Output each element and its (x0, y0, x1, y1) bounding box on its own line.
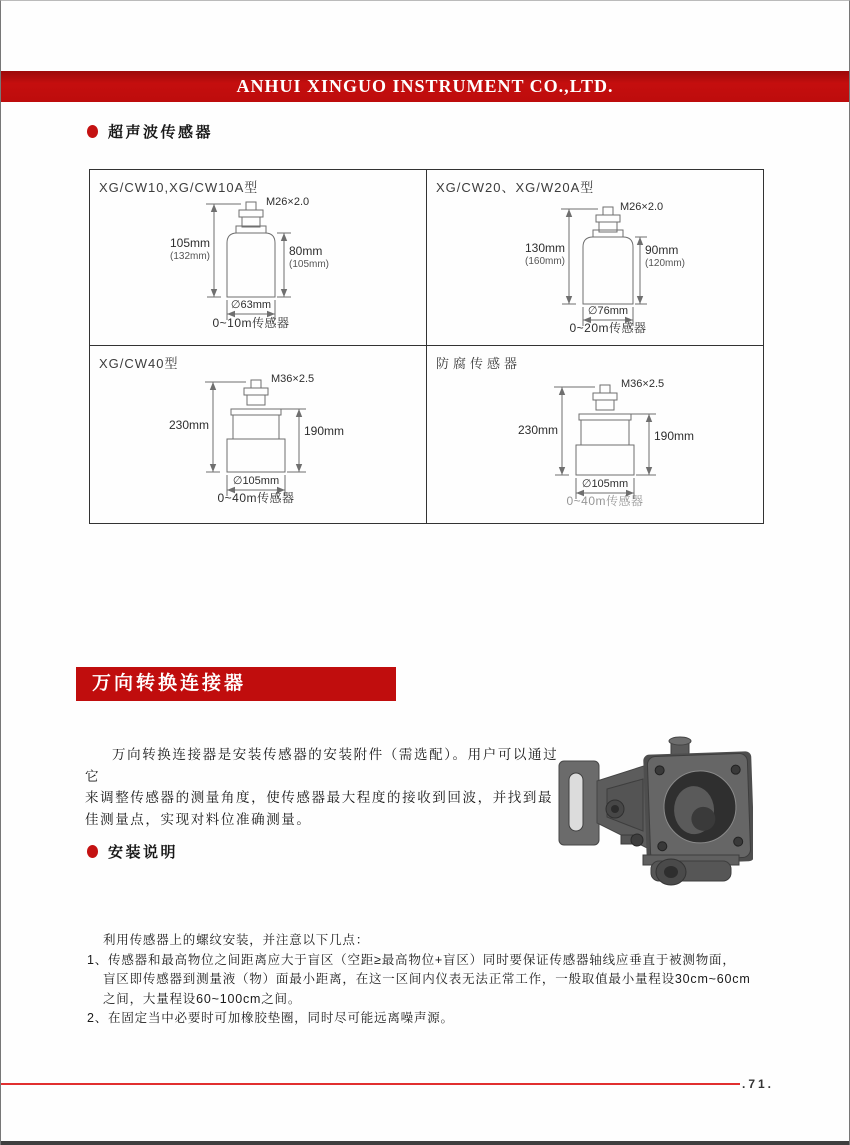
dim-total-label: 230mm (517, 423, 558, 437)
diameter-label: ∅105mm (581, 478, 629, 490)
dim-total-label: 105mm (169, 236, 210, 250)
section-ultrasonic-title (87, 121, 213, 142)
sensor-cell-anticorrosion (427, 346, 763, 523)
dim-body-label: 190mm (304, 424, 345, 438)
paragraph-line: 万向转换连接器是安装传感器的安装附件（需选配）。用户可以通过它 (85, 747, 559, 784)
note-line: 2、在固定当中必要时可加橡胶垫圈，同时尽可能远离噪声源。 (87, 1011, 454, 1025)
sensor-cell-cw10 (90, 170, 427, 346)
page-number: .71. (742, 1077, 775, 1091)
sensor-model-label: 防腐传感器 (436, 356, 522, 371)
paragraph-line: 来调整传感器的测量角度，使传感器最大程度的接收到回波，并找到最 (85, 790, 554, 805)
range-caption: 0~20m传感器 (569, 321, 647, 335)
thread-label: M36×2.5 (621, 378, 665, 390)
diameter-label: ∅76mm (587, 305, 629, 317)
range-caption: 0~40m传感器 (566, 494, 644, 508)
section-title-text: 超声波传感器 (108, 124, 214, 141)
install-notes (87, 931, 793, 1029)
range-caption: 0~40m传感器 (217, 491, 295, 505)
sensor-model-label: XG/CW40型 (99, 356, 179, 371)
sensor-model-label: XG/CW20、XG/W20A型 (436, 180, 595, 195)
section-title-text: 安装说明 (108, 844, 179, 861)
diameter-label: ∅105mm (232, 475, 280, 487)
thread-label: M36×2.5 (271, 373, 315, 385)
sensor-diagram (427, 170, 763, 345)
note-line: 1、传感器和最高物位之间距离应大于盲区（空距≥最高物位+盲区）同时要保证传感器轴线应垂直于被测物面， (87, 952, 736, 967)
dim-body-note: (120mm) (645, 258, 686, 269)
bottom-bar (1, 1141, 849, 1145)
connector-intro-paragraph (85, 744, 567, 830)
range-caption: 0~10m传感器 (212, 316, 290, 330)
section-install-title (87, 841, 178, 862)
thread-label: M26×2.0 (620, 201, 664, 213)
company-header-band (1, 71, 849, 102)
note-line: 盲区即传感器到测量液（物）面最小距离，在这一区间内仪表无法正常工作，一般取值最小量程设30cm~60cm (103, 972, 751, 986)
dim-total-note: (132mm) (169, 251, 210, 262)
company-name: ANHUI XINGUO INSTRUMENT CO.,LTD. (236, 76, 614, 96)
diameter-label: ∅63mm (230, 299, 272, 311)
dim-body-label: 190mm (654, 429, 695, 443)
sensor-cell-cw20 (427, 170, 763, 346)
red-bullet-icon (87, 845, 98, 858)
sensor-cell-cw40 (90, 346, 427, 523)
note-line: 之间，大量程设60~100cm之间。 (103, 991, 302, 1006)
note-line: 利用传感器上的螺纹安装，并注意以下几点： (103, 933, 370, 947)
dim-total-label: 130mm (524, 241, 565, 255)
thread-label: M26×2.0 (266, 196, 310, 208)
sensor-spec-table (89, 169, 764, 524)
connector-banner (76, 667, 396, 701)
connector-photo (553, 723, 753, 888)
footer-red-rule (1, 1083, 740, 1085)
red-bullet-icon (87, 125, 98, 138)
paragraph-line: 佳测量点，实现对料位准确测量。 (85, 811, 312, 827)
dim-body-note: (105mm) (289, 259, 330, 270)
sensor-model-label: XG/CW10,XG/CW10A型 (99, 180, 259, 195)
dim-total-note: (160mm) (524, 256, 565, 267)
dim-total-label: 230mm (168, 418, 209, 432)
connector-banner-text: 万向转换连接器 (92, 673, 247, 694)
dim-body-label: 90mm (645, 243, 679, 257)
dim-body-label: 80mm (289, 244, 323, 258)
